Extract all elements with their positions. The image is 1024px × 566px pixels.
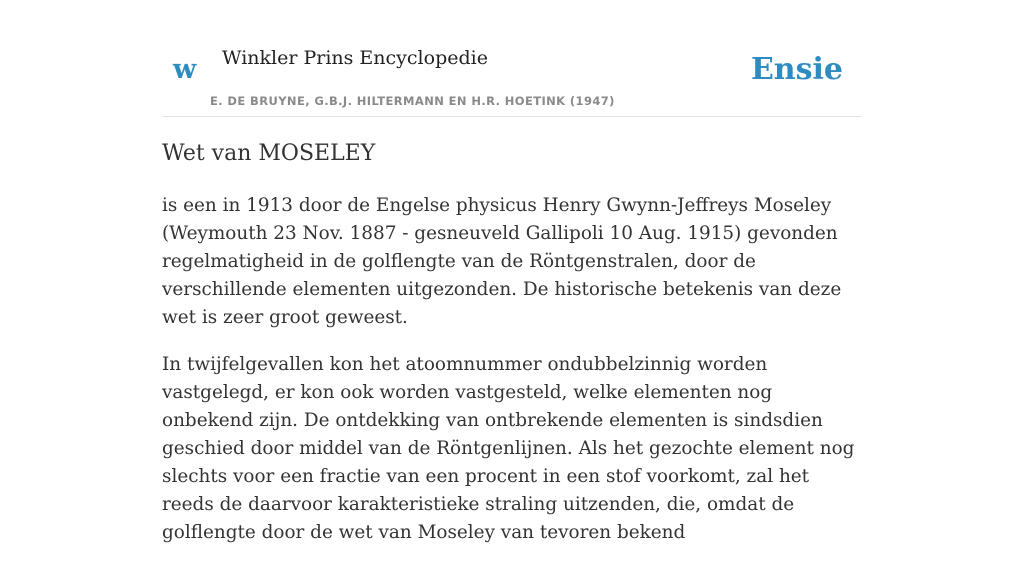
- source-authors: E. DE BRUYNE, G.B.J. HILTERMANN EN H.R. HOETINK (1947): [210, 94, 615, 108]
- source-title-link[interactable]: Winkler Prins Encyclopedie: [222, 47, 488, 69]
- winkler-prins-logo-icon[interactable]: w: [173, 54, 197, 85]
- ensie-logo-link[interactable]: Ensie: [750, 52, 843, 87]
- article-paragraph: In twijfelgevallen kon het atoomnummer ondubbelzinnig worden vastgelegd, er kon ook worden vastgesteld, welke elementen nog onbekend zijn. De ontdekking van ontbrekende elementen is sindsdien geschied door middel van de Röntgenlijnen. Als het gezochte element nog slechts voor een fractie van een procent in een stof voorkomt, zal het reeds de daarvoor karakteristieke straling uitzenden, die, omdat de golflengte door de wet van Moseley van tevoren bekend: [162, 354, 855, 543]
- site-header: [162, 0, 862, 117]
- article-paragraph: is een in 1913 door de Engelse physicus Henry Gwynn-Jeffreys Moseley (Weymouth 23 Nov. 1887 - gesneuveld Gallipoli 10 Aug. 1915) gevonden regelmatigheid in de golflengte van de Röntgenstralen, door de verschillende elementen uitgezonden. De historische betekenis van deze wet is zeer groot geweest.: [162, 195, 842, 328]
- page: [162, 0, 862, 543]
- article-title: Wet van MOSELEY: [162, 141, 376, 166]
- article-body: [162, 192, 862, 566]
